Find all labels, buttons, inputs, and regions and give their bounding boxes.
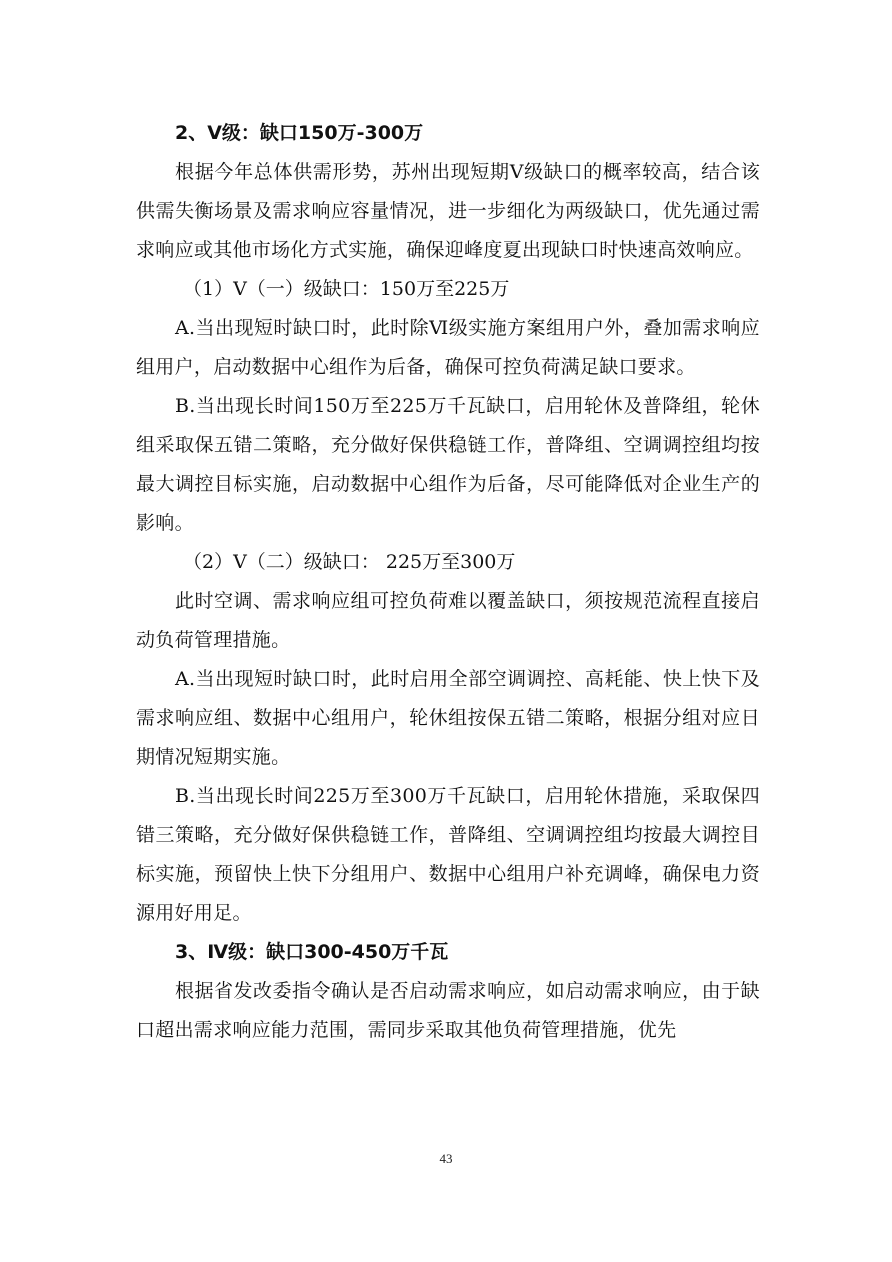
paragraph-level-5-overview: 根据今年总体供需形势，苏州出现短期Ⅴ级缺口的概率较高，结合该供需失衡场景及需求响应容量情况，进一步细化为两级缺口，优先通过需求响应或其他市场化方式实施，确保迎峰度夏出现缺口时快速高效响应。 (136, 161, 760, 261)
paragraph-5-1-a: A.当出现短时缺口时，此时除Ⅵ级实施方案组用户外，叠加需求响应组用户，启动数据中心组作为后备，确保可控负荷满足缺口要求。 (136, 317, 760, 378)
section-heading-level-5: 2、Ⅴ级：缺口150万-300万 (175, 122, 424, 144)
section-heading-level-4: 3、Ⅳ级：缺口300-450万千瓦 (175, 941, 449, 963)
page-number: 43 (439, 1151, 453, 1166)
page-content (136, 114, 760, 1050)
paragraph-5-2-a: A.当出现短时缺口时，此时启用全部空调调控、高耗能、快上快下及需求响应组、数据中心组用户，轮休组按保五错二策略，根据分组对应日期情况短期实施。 (136, 668, 760, 768)
subheading-level-5-1: （1）Ⅴ（一）级缺口：150万至225万 (183, 278, 510, 300)
subheading-level-5-2: （2）Ⅴ（二）级缺口： 225万至300万 (183, 551, 516, 573)
paragraph-5-2-intro: 此时空调、需求响应组可控负荷难以覆盖缺口，须按规范流程直接启动负荷管理措施。 (136, 590, 760, 651)
paragraph-5-2-b: B.当出现长时间225万至300万千瓦缺口，启用轮休措施，采取保四错三策略，充分做好保供稳链工作，普降组、空调调控组均按最大调控目标实施，预留快上快下分组用户、数据中心组用户补充调峰，确保电力资源用好用足。 (136, 785, 760, 924)
paragraph-5-1-b: B.当出现长时间150万至225万千瓦缺口，启用轮休及普降组，轮休组采取保五错二策略，充分做好保供稳链工作，普降组、空调调控组均按最大调控目标实施，启动数据中心组作为后备，尽可能降低对企业生产的影响。 (136, 395, 760, 534)
paragraph-level-4-overview: 根据省发改委指令确认是否启动需求响应，如启动需求响应，由于缺口超出需求响应能力范围，需同步采取其他负荷管理措施，优先 (136, 980, 760, 1041)
